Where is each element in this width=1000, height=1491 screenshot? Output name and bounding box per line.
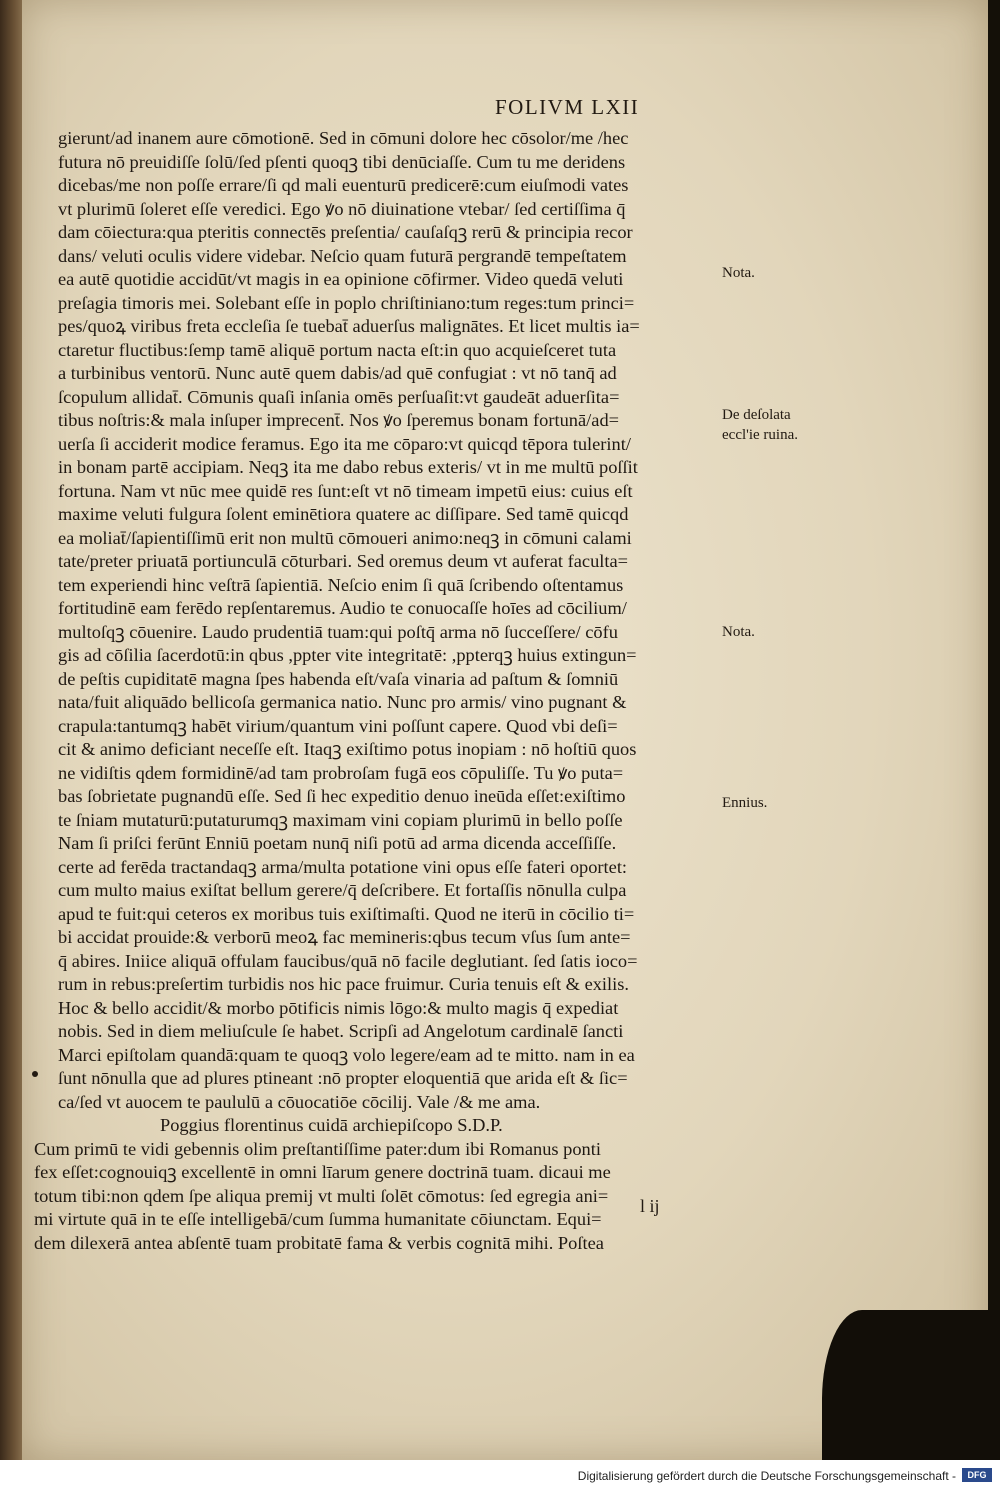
letter-line: fex eſſet:cognouiqꝫ excellentē in omni līarum genere doctrinā tuam. dicaui me <box>34 1162 611 1182</box>
text-line: dicebas/me non poſſe errare/ſi qd mali euenturū predicerē:cum eiuſmodi vates <box>58 175 629 195</box>
text-line: rum in rebus:preſertim turbidis nos hic pace fruimur. Curia tenuis eſt & exilis. <box>58 974 630 994</box>
signature-mark: l ij <box>640 1196 660 1216</box>
text-line: cit & animo deficiant neceſſe eſt. Itaqꝫ exiſtimo potus inopiam : nō hoſtiū quos <box>58 739 637 759</box>
text-line: ſunt nōnulla que ad plures ptineant :nō propter eloquentiā que arida eſt & ſic= <box>58 1068 628 1088</box>
text-line: nata/fuit aliquādo bellicoſa germanica natio. Nunc pro armis/ vino pugnant & <box>58 692 627 712</box>
text-line: ſcopulum allidat̄. Cōmunis quaſi inſania omēs perſuaſit:vt gaudeāt aduerſita= <box>58 386 620 407</box>
text-line: bi accidat prouide:& verborū meoꝝ fac memineris:qbus tecum vſus ſum ante= <box>58 927 631 947</box>
text-line: q̄ abires. Iniice aliquā offulam faucibus/quā nō facile deglutiant. ſed ſatis ioco= <box>58 950 638 971</box>
text-line: nobis. Sed in diem meliuſcule ſe habet. Scripſi ad Angelotum cardinalē ſancti <box>58 1021 624 1041</box>
text-line: uerſa ſi acciderit modice feramus. Ego ita me cōparo:vt quicqd tēpora tulerint/ <box>58 433 631 454</box>
margin-note-line: De deſolata <box>722 407 791 423</box>
paragraph-mark <box>32 1071 38 1077</box>
text-line: Nam ſi priſci ferūnt Enniū poetam nunq̄ niſi potū ad arma dicenda acceſſiſſe. <box>58 833 617 853</box>
letter-salutation: Poggius florentinus cuidā archiepiſcopo S.D.P. <box>160 1115 503 1135</box>
text-line: ca/ſed vt auocem te paululū a cōuocatiōe cōcilij. Vale /& me ama. <box>58 1091 541 1112</box>
text-line: de peſtis cupiditatē magna ſpes habenda eſt/vaſa vinaria ad paſtum & ſomniū <box>58 668 619 689</box>
text-line: futura nō preuidiſſe ſolū/ſed pſenti quoqꝫ tibi denūciaſſe. Cum tu me deridens <box>58 151 626 172</box>
text-line: dans/ veluti oculis videre videbar. Neſcio quam futurā pergrandē tempeſtatem <box>58 245 627 266</box>
margin-note-line: eccl'ie ruina. <box>722 427 798 443</box>
text-line: maxime veluti fulgura ſolent eminētiora quatere ac diſſipare. Sed tamē quicqd <box>58 504 629 524</box>
torn-page-corner <box>822 1310 1000 1460</box>
text-line: certe ad ferēda tractandaqꝫ arma/multa potatione vini opus eſſe fateri oportet: <box>58 856 628 877</box>
letter-line: totum tibi:non qdem ſpe aliqua premij vt multi ſolēt cōmotus: ſed egregia ani= <box>34 1185 609 1206</box>
text-line: pes/quoꝝ viribus freta eccleſia ſe tuebat̄ aduerſus malignātes. Et licet multis ia= <box>58 316 640 336</box>
letter-line: mi virtute quā in te eſſe intelligebā/cum ſumma humanitate cōiunctam. Equi= <box>34 1209 602 1229</box>
binding-gutter <box>0 0 24 1460</box>
digitization-footer <box>0 1460 1000 1491</box>
body-text <box>34 127 718 1255</box>
footer-credit: Digitalisierung gefördert durch die Deutsche Forschungsgemeinschaft - <box>577 1469 956 1483</box>
text-line: tibus noſtris:& mala inſuper imprecent̄. Nos ꝟo ſperemus bonam fortunā/ad= <box>58 410 620 430</box>
text-line: gis ad cōſilia ſacerdotū:in qbus ,ppter vite integritatē: ,ppterqꝫ huius extingun= <box>58 645 637 665</box>
text-line: preſagia timoris mei. Solebant eſſe in poplo chriſtiniano:tum reges:tum princi= <box>58 292 635 313</box>
margin-note-de-desolata <box>722 405 798 445</box>
text-line: fortuna. Nam vt nūc mee quidē res ſunt:eſt vt nō timeam impetū eius: cuius eſt <box>58 480 633 501</box>
text-line: tate/preter priuatā portiunculā cōturbari. Sed oremus deum vt auferat faculta= <box>58 551 629 571</box>
text-line: fortitudinē eam ferēdo repſentaremus. Audio te conuocaſſe hoīes ad cōcilium/ <box>58 598 627 618</box>
text-line: tem experiendi hinc veſtrā ſapientiā. Neſcio enim ſi quā ſcribendo oſtentamus <box>58 574 624 595</box>
text-line: ne vidiſtis qdem formidinē/ad tam probroſam fugā eos cōpuliſſe. Tu ꝟo puta= <box>58 762 624 783</box>
text-line: ea autē quotidie accidūt/vt magis in ea opinione cōfirmer. Video quedā veluti <box>58 269 624 289</box>
text-line: ctaretur fluctibus:ſemp tamē aliquē portum nacta eſt:in quo acquieſceret tuta <box>58 339 617 360</box>
text-line: crapula:tantumqꝫ habēt virium/quantum vini poſſunt capere. Quod vbi deſi= <box>58 715 618 736</box>
text-line: bas ſobrietate pugnandū eſſe. Sed ſi hec expeditio denuo ineūda eſſet:exiſtimo <box>58 786 626 806</box>
text-line: dam cōiectura:qua pteritis connectēs preſentia/ cauſaſqꝫ rerū & principia recor <box>58 222 633 242</box>
text-line: apud te fuit:qui ceteros ex moribus tuis exiſtimaſti. Quod ne iterū in cōcilio ti= <box>58 903 635 924</box>
margin-note-nota-1: Nota. <box>722 265 755 281</box>
text-line: Hoc & bello accidit/& morbo pōtificis nimis lōgo:& multo magis q̄ expediat <box>58 997 619 1018</box>
margin-note-ennius: Ennius. <box>722 795 768 811</box>
text-line: multoſqꝫ cōuenire. Laudo prudentiā tuam:qui poſtq̄ arma nō ſucceſſere/ cōfu <box>58 621 618 642</box>
text-line: ea moliat̄/ſapientiſſimū erit non multū cōmoueri animo:neqꝫ in cōmuni calami <box>58 527 632 548</box>
text-line: gierunt/ad inanem aure cōmotionē. Sed in cōmuni dolore hec cōsolor/me /hec <box>58 128 629 148</box>
text-line: in bonam partē accipiam. Neqꝫ ita me dabo rebus exteris/ vt in me multū poſſit <box>58 457 638 477</box>
text-line: Marci epiſtolam quandā:quam te quoqꝫ volo legere/eam ad te mitto. nam in ea <box>58 1044 635 1065</box>
letter-line: Cum primū te vidi gebennis olim preſtantiſſime pater:dum ibi Romanus ponti <box>34 1138 601 1159</box>
text-line: te ſniam mutaturū:putaturumqꝫ maximam vini copiam plurimū in bello poſſe <box>58 809 623 830</box>
dfg-logo: DFG <box>962 1468 992 1482</box>
margin-note-nota-2: Nota. <box>722 624 755 640</box>
text-line: cum multo maius exiſtat bellum gerere/q̄ deſcribere. Et fortaſſis nōnulla culpa <box>58 880 627 900</box>
text-line: vt plurimū ſoleret eſſe veredici. Ego ꝟo nō diuinatione vtebar/ ſed certiſſima q̄ <box>58 198 626 219</box>
text-line: a turbinibus ventorū. Nunc autē quem dabis/ad quē confugiat : vt nō tanq̄ ad <box>58 363 617 383</box>
letter-line: dem dilexerā antea abſentē tuam probitatē fama & verbis cognitā mihi. Poſtea <box>34 1232 604 1253</box>
running-head: FOLIVM LXII <box>495 95 640 119</box>
